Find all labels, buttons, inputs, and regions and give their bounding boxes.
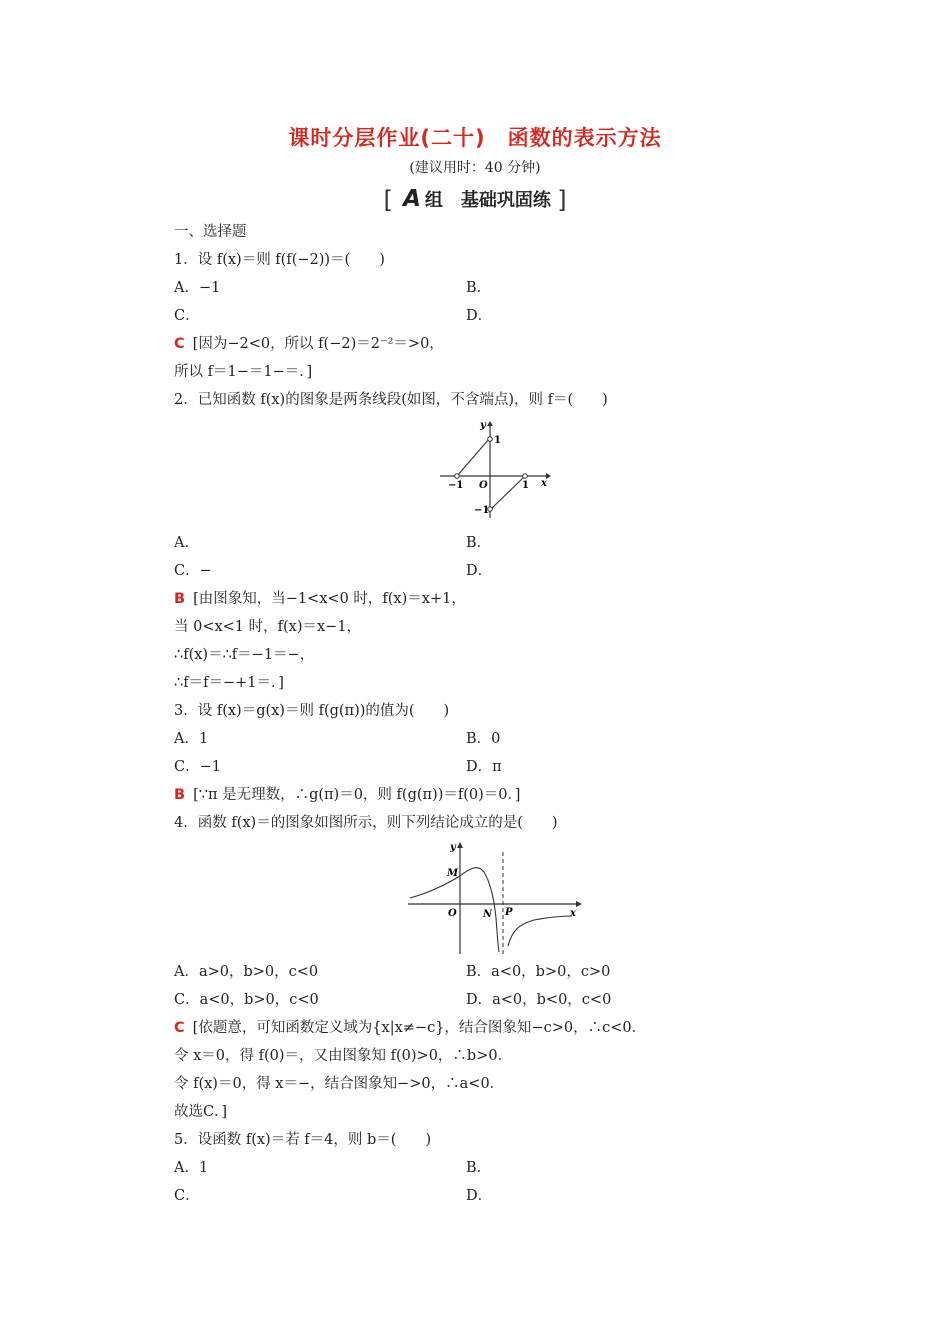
bracket-left: [ [383, 186, 393, 214]
figure-line-segments [436, 418, 552, 520]
solution-text: [∵π 是无理数，∴g(π)＝0，则 f(g(π))＝f(0)＝0．] [193, 787, 521, 803]
solution-1 [174, 335, 444, 353]
x-axis-label: x [570, 908, 576, 919]
option-a: A．1 [174, 731, 209, 747]
question-3: 3．设 f(x)＝g(x)＝则 f(g(π))的值为( ) [174, 703, 450, 719]
option-c: C．−1 [174, 759, 221, 775]
option-d: D．a<0，b<0，c<0 [466, 992, 612, 1008]
solution-4-line3: 令 f(x)＝0，得 x＝−，结合图象知−>0，∴a<0． [174, 1076, 505, 1092]
x-axis-label: x [541, 478, 547, 489]
group-letter: A [403, 186, 421, 212]
figure-rational-function [404, 838, 586, 956]
option-a: A．1 [174, 1160, 209, 1176]
option-b: B． [466, 535, 492, 551]
answer-letter: C [174, 1020, 185, 1036]
solution-1-cont: 所以 f＝1−＝1−＝．] [174, 364, 313, 380]
answer-letter: B [174, 787, 186, 803]
option-d: D． [466, 563, 493, 579]
solution-text: [由图象知，当−1<x<0 时，f(x)＝x+1， [193, 591, 466, 607]
option-b: B．0 [466, 731, 501, 747]
option-a: A． [174, 535, 199, 551]
solution-2-line3: ∴f(x)＝∴f＝−1＝−， [174, 647, 315, 663]
section-heading: 一、选择题 [174, 224, 247, 240]
time-hint: (建议用时：40 分钟) [409, 160, 541, 176]
option-d: D．π [466, 759, 502, 775]
solution-2 [174, 590, 466, 608]
option-b: B． [466, 280, 492, 296]
option-c: C． [174, 308, 200, 324]
title-main: 课时分层作业(二十) [288, 126, 486, 150]
option-c: C． [174, 1188, 200, 1204]
option-a: A．−1 [174, 280, 221, 296]
solution-3 [174, 786, 520, 804]
tick-y-top: 1 [494, 435, 501, 446]
tick-x-left: −1 [448, 480, 464, 491]
page-title [0, 122, 950, 152]
point-p-label: P [505, 907, 513, 918]
option-a: A．a>0，b>0，c<0 [174, 964, 319, 980]
option-d: D． [466, 1188, 493, 1204]
answer-letter: B [174, 591, 186, 607]
solution-4 [174, 1019, 646, 1037]
solution-2-line2: 当 0<x<1 时，f(x)＝x−1， [174, 619, 362, 635]
solution-4-line4: 故选C．] [174, 1104, 228, 1120]
origin-label: O [479, 480, 488, 491]
solution-text: [因为−2<0，所以 f(−2)＝2⁻²＝>0， [192, 336, 444, 352]
option-c: C．a<0，b>0，c<0 [174, 992, 319, 1008]
option-b: B． [466, 1160, 492, 1176]
group-banner [0, 186, 950, 214]
question-4: 4．函数 f(x)＝的图象如图所示，则下列结论成立的是( ) [174, 815, 558, 831]
point-m-label: M [447, 868, 459, 879]
question-5: 5．设函数 f(x)＝若 f＝4，则 b＝( ) [174, 1132, 432, 1148]
option-c: C．− [174, 563, 212, 579]
tick-y-bottom: −1 [474, 505, 490, 516]
y-axis-label: y [450, 842, 456, 853]
solution-2-line4: ∴f＝f＝−+1＝．] [174, 675, 284, 691]
origin-label: O [448, 908, 457, 919]
question-1: 1．设 f(x)＝则 f(f(−2))＝( ) [174, 252, 385, 268]
bracket-right: ] [557, 186, 567, 214]
solution-text: [依题意，可知函数定义域为{x|x≠−c}，结合图象知−c>0，∴c<0． [192, 1020, 647, 1036]
option-d: D． [466, 308, 493, 324]
point-n-label: N [483, 909, 493, 920]
option-b: B．a<0，b>0，c>0 [466, 964, 611, 980]
group-label: 组 基础巩固练 [424, 190, 551, 211]
answer-letter: C [174, 336, 185, 352]
question-2: 2．已知函数 f(x)的图象是两条线段(如图，不含端点)，则 f＝( ) [174, 392, 608, 408]
tick-x-right: 1 [522, 480, 529, 491]
title-topic: 函数的表示方法 [507, 126, 662, 150]
y-axis-label: y [480, 420, 486, 431]
solution-4-line2: 令 x＝0，得 f(0)＝，又由图象知 f(0)>0，∴b>0． [174, 1048, 513, 1064]
